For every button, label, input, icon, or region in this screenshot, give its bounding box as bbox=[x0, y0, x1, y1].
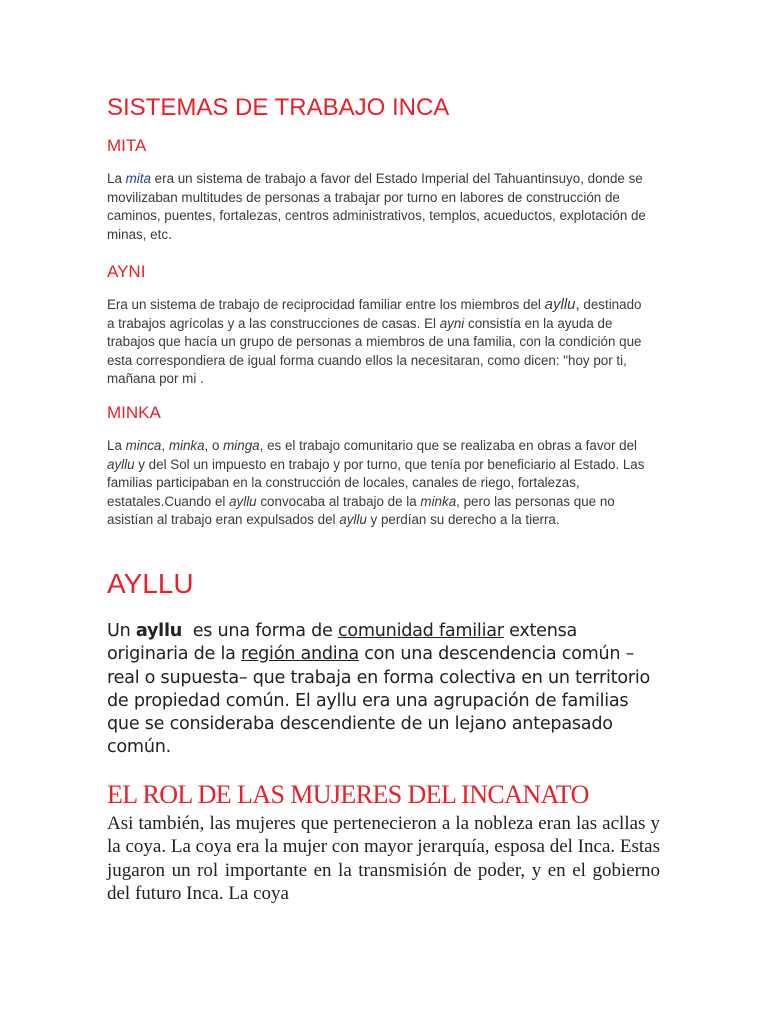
page-title: SISTEMAS DE TRABAJO INCA bbox=[107, 94, 450, 121]
ayllu-paragraph: Un ayllu es una forma de comunidad familiar extensa originaria de la región andina con una descendencia común – real o supuesta– que trabaja en forma colectiva en un territorio de propiedad común. El ayllu era una agrupación de familias que se consideraba descendiente de un lejano antepasado común. bbox=[107, 621, 650, 758]
ayni-paragraph: Era un sistema de trabajo de reciprocidad familiar entre los miembros del ayllu, destinado a trabajos agrícolas y a las construcciones de casas. El ayni consistía en la ayuda de trabajos que hacía un grupo de personas a miembros de una familia, con la condición que esta correspondiera de igual forma cuando ellos la necesitaran, como dicen: "hoy por ti, mañana por mi . bbox=[107, 296, 642, 387]
minka-paragraph: La minca, minka, o minga, es el trabajo comunitario que se realizaba en obras a favor del ayllu y del Sol un impuesto en trabajo y por turno, que tenía por beneficiario al Estado. Las familias participaban en la construcción de locales, canales de riego, fortalezas, estatales.Cuando el ayllu convocaba al trabajo de la minka, pero las personas que no asistían al trabajo eran expulsados del ayllu y perdían su derecho a la tierra. bbox=[107, 438, 645, 528]
minka-heading: MINKA bbox=[107, 403, 161, 422]
ayni-heading: AYNI bbox=[107, 262, 146, 281]
comunidad-familiar-link[interactable]: comunidad familiar bbox=[337, 621, 504, 641]
ayllu-heading: AYLLU bbox=[107, 568, 194, 599]
rol-mujeres-paragraph: Asi también, las mujeres que pertenecieron a la nobleza eran las acllas y la coya. La coya era la mujer con mayor jerarquía, esposa del Inca. Estas jugaron un rol importante en la transmisión de poder, y en el gobierno del futuro Inca. La coya bbox=[107, 813, 660, 905]
mita-heading: MITA bbox=[107, 136, 147, 155]
mita-paragraph: La mita era un sistema de trabajo a favor del Estado Imperial del Tahuantinsuyo, donde se movilizaban multitudes de personas a trabajar por turno en labores de construcción de caminos, puentes, fortalezas, centros administrativos, templos, acueductos, explotación de minas, etc. bbox=[107, 171, 646, 243]
region-andina-link[interactable]: región andina bbox=[240, 644, 359, 665]
rol-mujeres-heading: EL ROL DE LAS MUJERES DEL INCANATO bbox=[107, 780, 589, 809]
mita-term: mita bbox=[125, 171, 151, 186]
